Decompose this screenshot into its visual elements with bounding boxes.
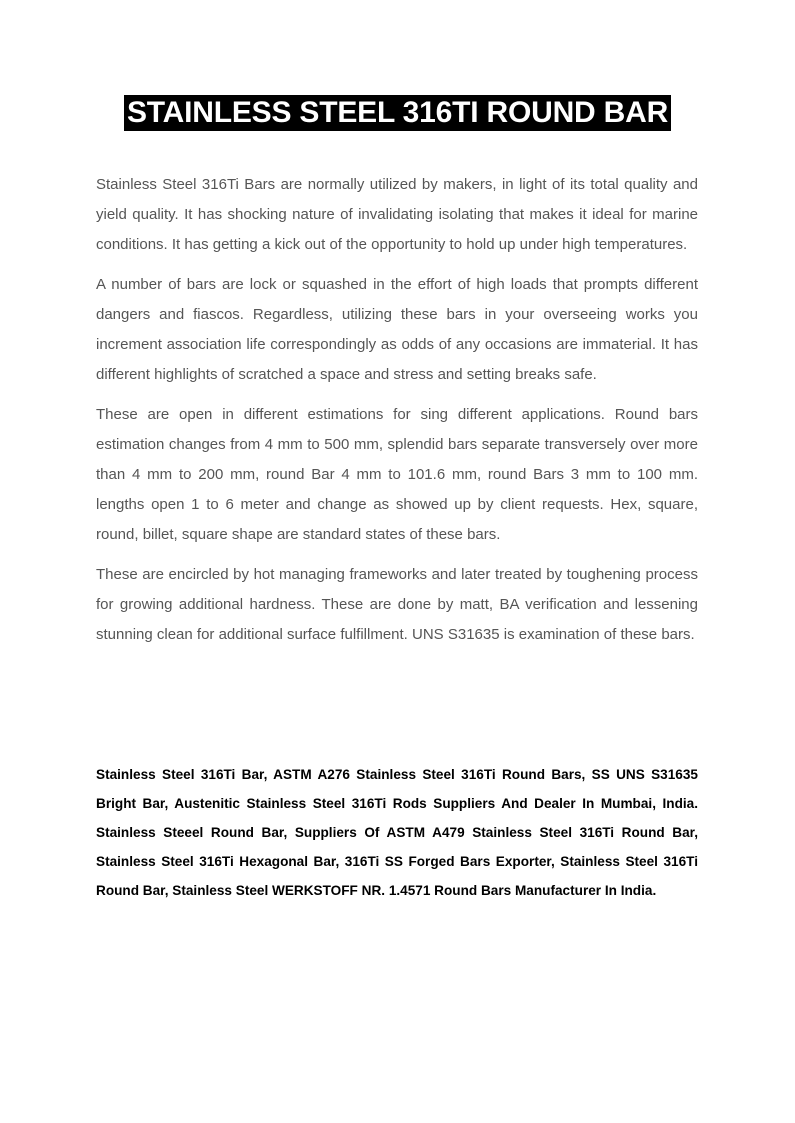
title-container [0, 95, 795, 131]
paragraph-processing: These are encircled by hot managing frameworks and later treated by toughening process for growing additional hardness. These are done by matt, BA verification and lessening stunning clean for additional surface fulfillment. UNS S31635 is examination of these bars. [96, 566, 698, 643]
paragraph-intro: Stainless Steel 316Ti Bars are normally utilized by makers, in light of its total quality and yield quality. It has shocking nature of invalidating isolating that makes it ideal for marine conditions. It has getting a kick out of the opportunity to hold up under high temperatures. [96, 176, 698, 253]
keywords-paragraph: Stainless Steel 316Ti Bar, ASTM A276 Stainless Steel 316Ti Round Bars, SS UNS S31635 Bright Bar, Austenitic Stainless Steel 316Ti Rods Suppliers And Dealer In Mumbai, India. Stainless Steeel Round Bar, Suppliers Of ASTM A479 Stainless Steel 316Ti Round Bar, Stainless Steel 316Ti Hexagonal Bar, 316Ti SS Forged Bars Exporter, Stainless Steel 316Ti Round Bar, Stainless Steel WERKSTOFF NR. 1.4571 Round Bars Manufacturer In India. [96, 767, 698, 898]
paragraph-loads: A number of bars are lock or squashed in the effort of high loads that prompts different dangers and fiascos. Regardless, utilizing these bars in your overseeing works you increment association life correspondingly as odds of any occasions are immaterial. It has different highlights of scratched a space and stress and setting breaks safe. [96, 276, 698, 383]
body-text [96, 170, 698, 660]
page-title: STAINLESS STEEL 316TI ROUND BAR [124, 95, 671, 131]
paragraph-dimensions: These are open in different estimations for sing different applications. Round bars estimation changes from 4 mm to 500 mm, splendid bars separate transversely over more than 4 mm to 200 mm, round Bar 4 mm to 101.6 mm, round Bars 3 mm to 100 mm. lengths open 1 to 6 meter and change as showed up by client requests. Hex, square, round, billet, square shape are standard states of these bars. [96, 406, 698, 543]
